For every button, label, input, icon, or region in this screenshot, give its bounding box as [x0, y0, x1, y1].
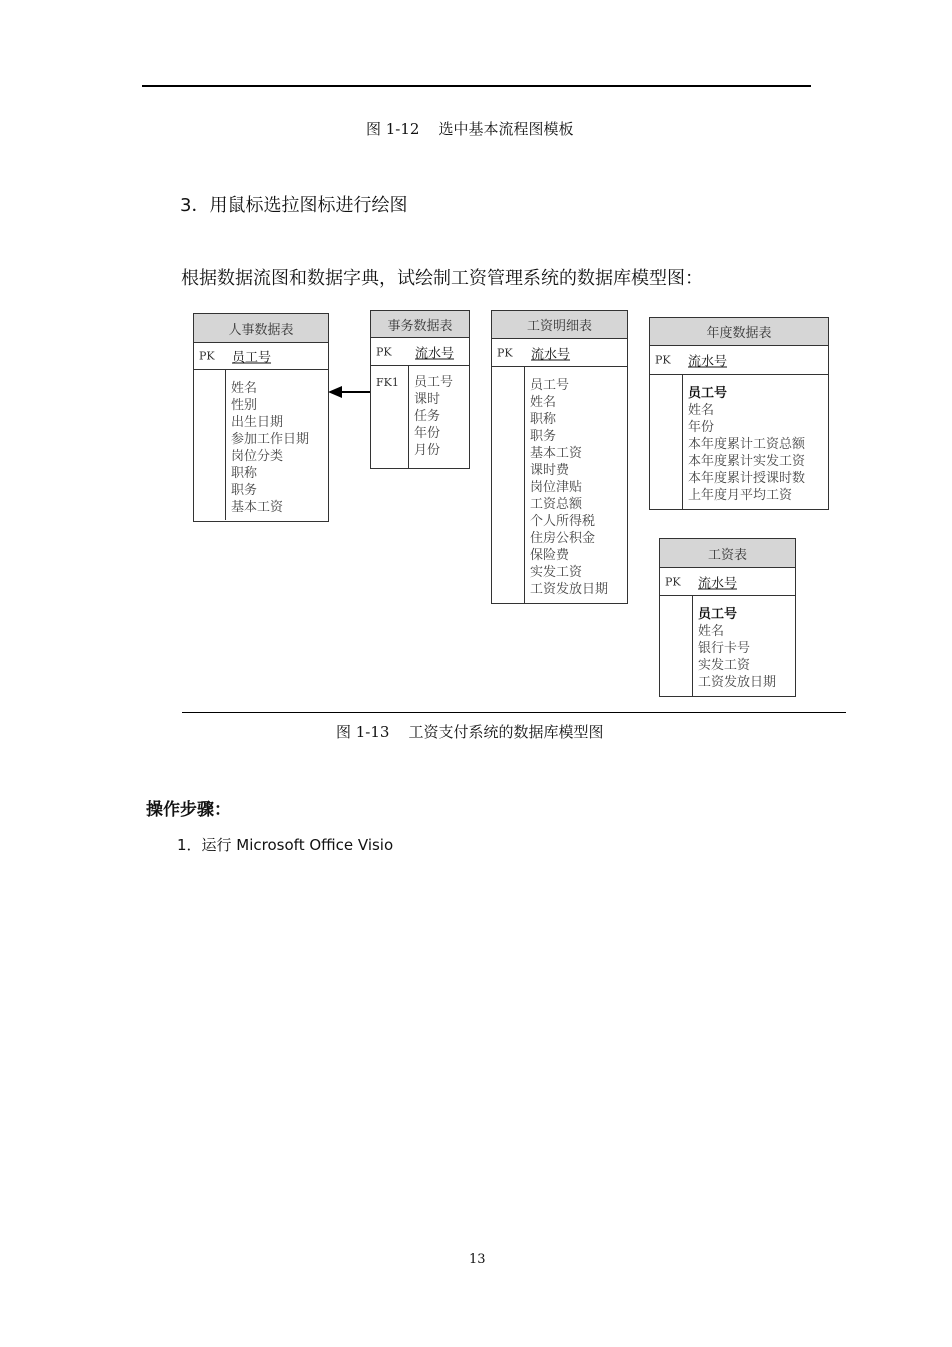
pk-field: 流水号	[415, 346, 455, 361]
pk-label: PK	[665, 575, 681, 588]
table-annual	[649, 317, 829, 510]
field: 员工号	[688, 386, 728, 401]
table-salary-detail-pk-row	[492, 339, 627, 367]
field: 实发工资	[698, 658, 751, 673]
field: 岗位分类	[231, 449, 284, 464]
table-annual-body	[650, 375, 828, 509]
table-salary-body	[660, 596, 795, 696]
table-personnel-fields	[231, 380, 309, 516]
figure-13-title: 工资支付系统的数据库模型图	[408, 723, 604, 741]
pk-label: PK	[199, 349, 215, 363]
field: 岗位津贴	[530, 480, 583, 495]
field: 上年度月平均工资	[688, 488, 793, 503]
field: 工资发放日期	[530, 582, 609, 597]
table-salary-detail-title: 工资明细表	[492, 311, 627, 339]
relationship-arrow	[326, 380, 372, 404]
field: 本年度累计授课时数	[688, 471, 806, 486]
table-affairs-title: 事务数据表	[371, 311, 469, 338]
field: 个人所得税	[530, 514, 596, 529]
pk-field: 流水号	[688, 354, 728, 370]
page-number: 13	[469, 1252, 486, 1267]
step-1: 1．运行 Microsoft Office Visio	[177, 836, 394, 854]
field: 员工号	[414, 375, 454, 390]
field: 本年度累计实发工资	[688, 454, 806, 469]
field: 职称	[231, 466, 258, 481]
field: 年份	[414, 426, 441, 441]
field: 员工号	[530, 378, 570, 393]
table-personnel-pk-row	[194, 343, 328, 370]
field: 课时	[414, 392, 441, 407]
field: 参加工作日期	[231, 432, 310, 447]
field: 职称	[530, 412, 557, 427]
section-3-heading: 3．用鼠标选拉图标进行绘图	[180, 195, 408, 216]
table-personnel-title: 人事数据表	[194, 314, 328, 343]
field: 姓名	[530, 395, 557, 410]
intro-paragraph: 根据数据流图和数据字典，试绘制工资管理系统的数据库模型图：	[181, 268, 703, 289]
pk-field: 员工号	[232, 350, 272, 366]
field: 银行卡号	[698, 641, 751, 656]
field: 姓名	[688, 403, 715, 418]
field: 姓名	[231, 381, 258, 396]
field: 工资发放日期	[698, 675, 777, 690]
table-affairs-body	[371, 366, 469, 468]
figure-13-caption	[336, 721, 604, 742]
table-annual-pk-row	[650, 346, 828, 375]
field: 任务	[414, 409, 441, 424]
figure-12-number: 图 1-12	[366, 120, 420, 138]
field: 出生日期	[231, 415, 284, 430]
table-salary-title: 工资表	[660, 539, 795, 568]
table-salary	[659, 538, 796, 697]
field: 性别	[231, 398, 258, 413]
steps-heading: 操作步骤：	[146, 800, 231, 820]
table-affairs-pk-row	[371, 338, 469, 366]
table-salary-detail-fields	[530, 377, 608, 598]
field: 保险费	[530, 548, 570, 563]
table-personnel-body	[194, 370, 328, 520]
pk-field: 流水号	[531, 347, 571, 362]
table-annual-title: 年度数据表	[650, 318, 828, 346]
field: 住房公积金	[530, 531, 596, 546]
pk-label: PK	[376, 345, 392, 358]
field: 职务	[231, 483, 258, 498]
table-annual-fields	[688, 385, 805, 504]
top-rule	[142, 85, 811, 87]
figure-12-title: 选中基本流程图模板	[438, 120, 574, 138]
pk-label: PK	[655, 353, 671, 367]
field: 课时费	[530, 463, 570, 478]
pk-field: 流水号	[698, 576, 738, 591]
field: 员工号	[698, 607, 738, 622]
table-salary-detail	[491, 310, 628, 604]
field: 本年度累计工资总额	[688, 437, 806, 452]
field: 工资总额	[530, 497, 583, 512]
fk-label: FK1	[376, 376, 399, 389]
figure-12-caption	[366, 118, 574, 139]
table-affairs-fields	[414, 374, 453, 459]
figure-rule	[182, 712, 846, 713]
table-salary-pk-row	[660, 568, 795, 596]
table-salary-detail-body	[492, 367, 627, 603]
table-salary-fields	[698, 606, 776, 691]
figure-13-number: 图 1-13	[336, 723, 390, 741]
field: 基本工资	[231, 500, 284, 515]
field: 实发工资	[530, 565, 583, 580]
table-personnel	[193, 313, 329, 522]
field: 姓名	[698, 624, 725, 639]
field: 月份	[414, 443, 441, 458]
field: 基本工资	[530, 446, 583, 461]
table-affairs	[370, 310, 470, 469]
field: 职务	[530, 429, 557, 444]
field: 年份	[688, 420, 715, 435]
pk-label: PK	[497, 346, 513, 359]
